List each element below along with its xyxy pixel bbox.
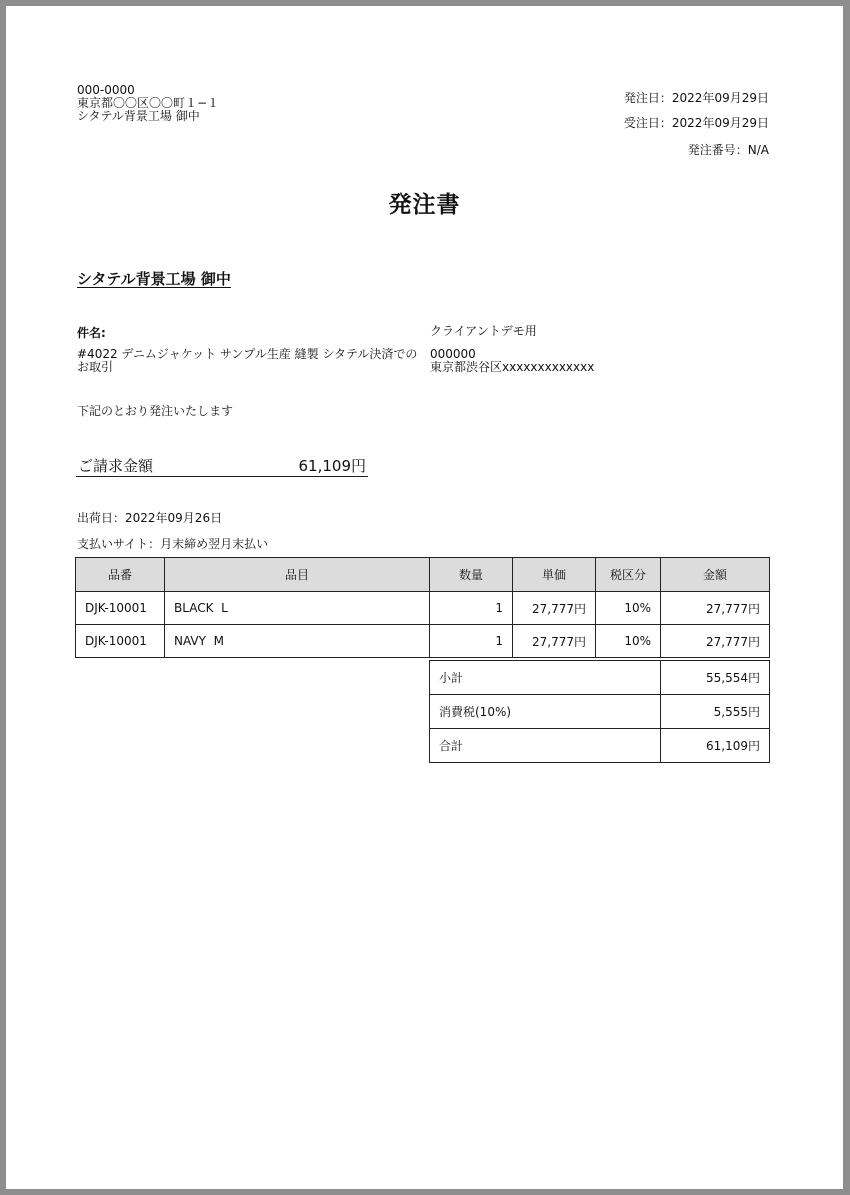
tax-value: 5,555円 [661, 695, 770, 729]
total-label: 合計 [430, 729, 661, 763]
billing-amount: 61,109円 [298, 457, 366, 475]
row-amount: 27,777円 [661, 625, 770, 658]
header-unit-price: 単価 [513, 558, 596, 592]
document-page [6, 6, 843, 1189]
summary-table [429, 660, 770, 763]
total-row [430, 729, 770, 763]
row-code: DJK-10001 [76, 625, 165, 658]
recipient-address: 東京都〇〇区〇〇町１−１ [77, 96, 220, 110]
subject-text-line2: お取引 [77, 360, 114, 374]
table-header-row [76, 558, 770, 592]
tax-row [430, 695, 770, 729]
subject-label: 件名: [77, 326, 106, 340]
order-date: 発注日：2022年09月29日 [623, 91, 769, 105]
row-qty: 1 [430, 592, 513, 625]
row-unit-price: 27,777円 [513, 592, 596, 625]
tax-label: 消費税(10%) [430, 695, 661, 729]
header-qty: 数量 [430, 558, 513, 592]
items-table [75, 557, 770, 658]
header-tax: 税区分 [596, 558, 661, 592]
page-title: 発注書 [388, 192, 461, 218]
row-amount: 27,777円 [661, 592, 770, 625]
issuer-postal-code: 000000 [430, 347, 476, 361]
header-code: 品番 [76, 558, 165, 592]
client-heading: シタテル背景工場 御中 [77, 270, 231, 288]
total-value: 61,109円 [661, 729, 770, 763]
header-item: 品目 [165, 558, 430, 592]
row-qty: 1 [430, 625, 513, 658]
header-amount: 金額 [661, 558, 770, 592]
subtotal-label: 小計 [430, 661, 661, 695]
recipient-name: シタテル背景工場 御中 [77, 109, 200, 123]
billing-amount-box [76, 453, 368, 477]
table-row [76, 625, 770, 658]
subject-text-line1: #4022 デニムジャケット サンプル生産 縫製 シタテル決済での [77, 347, 418, 361]
order-number: 発注番号：N/A [687, 143, 769, 157]
issuer-name: クライアントデモ用 [430, 324, 537, 338]
subtotal-row [430, 661, 770, 695]
intro-text: 下記のとおり発注いたします [77, 404, 234, 418]
issuer-address: 東京都渋谷区xxxxxxxxxxxxx [430, 360, 595, 374]
row-item: BLACK L [165, 592, 430, 625]
billing-label: ご請求金額 [78, 457, 154, 475]
shipping-date: 出荷日：2022年09月26日 [77, 511, 223, 525]
row-unit-price: 27,777円 [513, 625, 596, 658]
subtotal-value: 55,554円 [661, 661, 770, 695]
received-date: 受注日：2022年09月29日 [623, 116, 769, 130]
row-item: NAVY M [165, 625, 430, 658]
row-tax: 10% [596, 592, 661, 625]
table-row [76, 592, 770, 625]
recipient-postal-code: 000-0000 [77, 83, 135, 97]
payment-terms: 支払いサイト：月末締め翌月末払い [77, 537, 269, 551]
row-code: DJK-10001 [76, 592, 165, 625]
row-tax: 10% [596, 625, 661, 658]
